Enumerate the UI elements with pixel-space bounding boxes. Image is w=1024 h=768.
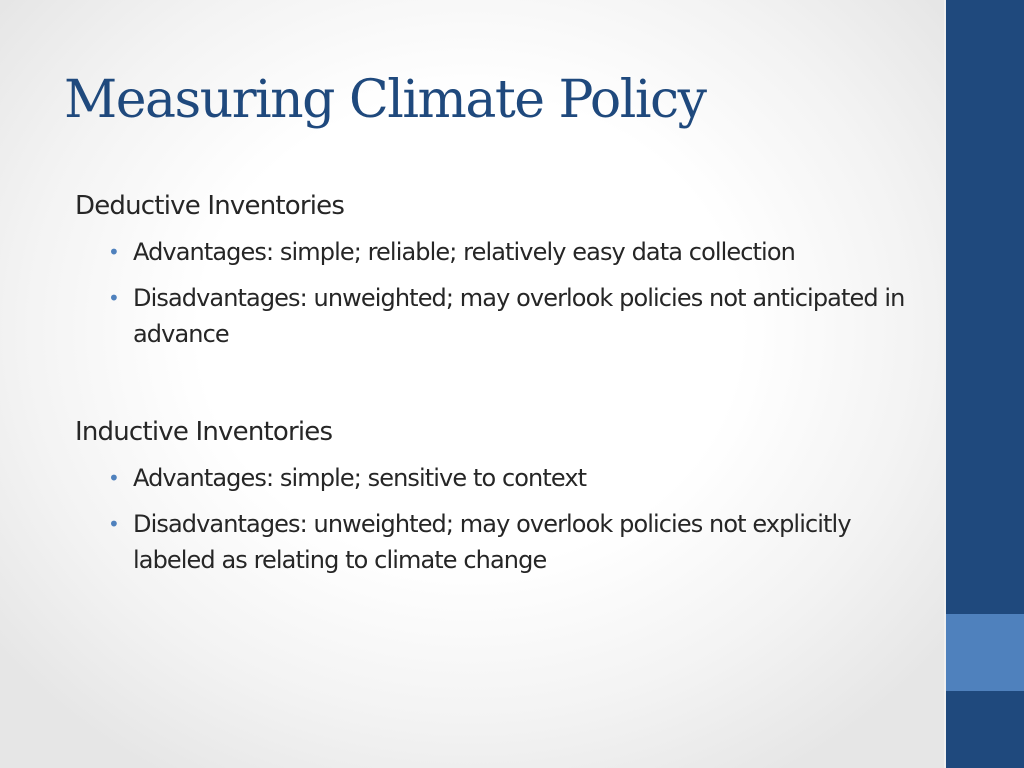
bullet-deductive-advantages [108,234,908,270]
bullet-text: Advantages: simple; reliable; relatively easy data collection [133,238,795,266]
bullet-icon: • [108,512,119,536]
bullet-icon: • [108,240,119,264]
bullet-icon: • [108,466,119,490]
bullet-deductive-disadvantages [108,280,908,352]
bullet-text: Disadvantages: unweighted; may overlook policies not explicitly labeled as relating to climate change [133,510,851,574]
bullet-text: Advantages: simple; sensitive to context [133,464,587,492]
section-heading-inductive: Inductive Inventories [75,417,333,447]
bullet-inductive-advantages [108,460,908,496]
slide-title: Measuring Climate Policy [64,70,706,130]
bullet-icon: • [108,286,119,310]
bullet-text: Disadvantages: unweighted; may overlook policies not anticipated in advance [133,284,905,348]
bullet-inductive-disadvantages [108,506,908,578]
sidebar-accent-block [946,614,1024,691]
section-heading-deductive: Deductive Inventories [75,191,345,221]
